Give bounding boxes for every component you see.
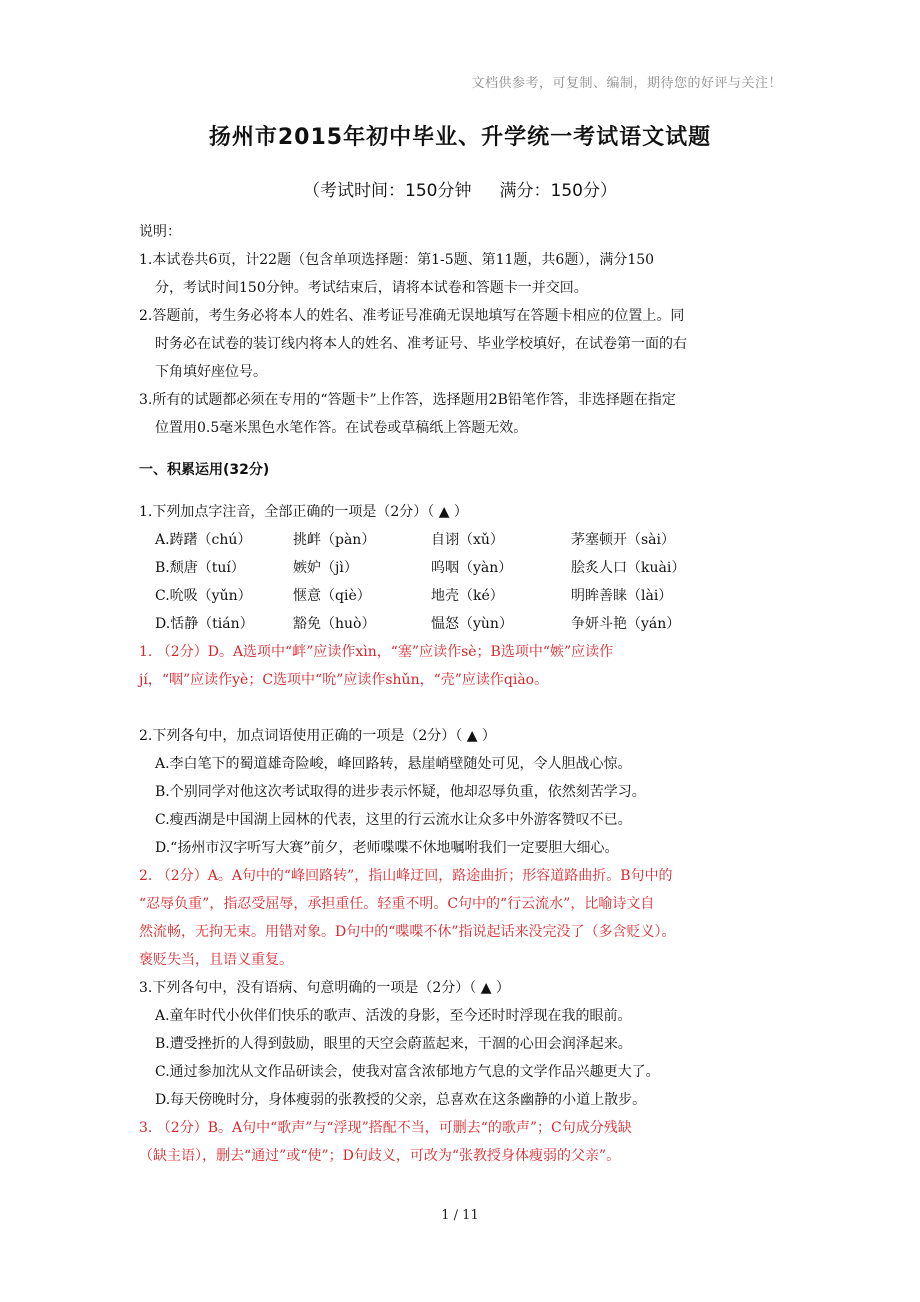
option-line: C.通过参加沈从文作品研读会，使我对富含浓郁地方气息的文学作品兴趣更大了。 [155,1064,660,1080]
option-line: A.童年时代小伙伴们快乐的歌声、活泼的身影，至今还时时浮现在我的眼前。 [155,1008,632,1024]
question-stem: 1.下列加点字注音，全部正确的一项是（2分）（ ▲ ） [139,504,468,520]
answer-line: 3. （2分）B。A句中“歌声”与“浮现”搭配不当，可删去“的歌声”；C句成分残缺 [139,1120,632,1136]
option-cell: 茅塞顿开（sài） [571,532,676,548]
option-cell: 地壳（ké） [431,588,504,604]
section-heading: 一、积累运用(32分) [139,462,270,478]
question-stem: 3.下列各句中，没有语病、句意明确的一项是（2分）（ ▲ ） [139,980,510,996]
question-stem: 2.下列各句中，加点词语使用正确的一项是（2分）（ ▲ ） [139,728,496,744]
page-number: 1 / 11 [441,1208,479,1223]
page-title: 扬州市2015年初中毕业、升学统一考试语文试题 [208,125,712,150]
answer-line: “忍辱负重”，指忍受屈辱，承担重任。轻重不明。C句中的“行云流水”，比喻诗文自 [139,896,655,912]
answer-line: 2. （2分）A。A句中的“峰回路转”，指山峰迂回，路途曲折；形容道路曲折。B句中的 [139,868,673,884]
option-cell: C.吮吸（yǔn） [155,588,252,604]
option-cell: 挑衅（pàn） [293,532,376,548]
option-row [139,526,789,554]
option-row [139,610,789,638]
answer-line: jí，“咽”应读作yè；C选项中“吮”应读作shǔn，“壳”应读作qiào。 [139,672,549,688]
option-cell: 明眸善睐（lài） [571,588,673,604]
header-note: 文档供参考，可复制、编制，期待您的好评与关注！ [471,76,782,91]
option-cell: 愠怒（yùn） [431,616,513,632]
exam-time: （考试时间：150分钟 [303,181,472,201]
option-cell: 呜咽（yàn） [431,560,513,576]
option-cell: 争妍斗艳（yán） [571,616,681,632]
answer-line: （缺主语），删去“通过”或“使”；D句歧义，可改为“张教授身体瘦弱的父亲”。 [139,1148,621,1164]
option-cell: 自诩（xǔ） [431,532,504,548]
option-line: C.瘦西湖是中国湖上园林的代表，这里的行云流水让众多中外游客赞叹不已。 [155,812,632,828]
instructions-heading: 说明： [139,224,181,240]
instruction-line: 2.答题前，考生务必将本人的姓名、准考证号准确无误地填写在答题卡相应的位置上。同 [139,308,685,324]
option-cell: A.踌躇（chú） [155,532,252,548]
instruction-line: 3.所有的试题都必须在专用的“答题卡”上作答，选择题用2B铅笔作答，非选择题在指定 [139,392,676,408]
instruction-line: 1.本试卷共6页，计22题（包含单项选择题：第1-5题、第11题，共6题），满分150 [139,252,655,268]
instruction-line: 时务必在试卷的装订线内将本人的姓名、准考证号、毕业学校填好，在试卷第一面的右 [155,336,687,352]
exam-score: 满分：150分） [499,181,617,201]
answer-line: 褒贬失当，且语义重复。 [139,952,293,968]
instruction-line: 下角填好座位号。 [155,364,267,380]
option-cell: B.颓唐（tuí） [155,560,245,576]
instruction-line: 分，考试时间150分钟。考试结束后，请将本试卷和答题卡一并交回。 [155,280,588,296]
option-line: B.个别同学对他这次考试取得的进步表示怀疑，他却忍辱负重，依然刻苦学习。 [155,784,646,800]
instruction-line: 位置用0.5毫米黑色水笔作答。在试卷或草稿纸上答题无效。 [155,420,528,436]
answer-line: 然流畅，无拘无束。用错对象。D句中的“喋喋不休”指说起话来没完没了（多含贬义）。 [139,924,676,940]
option-cell: 惬意（qiè） [293,588,371,604]
exam-subtitle [0,176,920,201]
option-cell: 嫉妒（jì） [293,560,358,576]
answer-line: 1. （2分）D。A选项中“衅”应读作xìn，“塞”应读作sè；B选项中“嫉”应读作 [139,644,614,660]
document-body [139,218,789,1170]
option-line: D.“扬州市汉字听写大赛”前夕，老师喋喋不休地嘱咐我们一定要胆大细心。 [155,840,619,856]
option-row [139,554,789,582]
option-cell: D.恬静（tián） [155,616,254,632]
option-cell: 脍炙人口（kuài） [571,560,686,576]
option-row [139,582,789,610]
option-line: B.遭受挫折的人得到鼓励，眼里的天空会蔚蓝起来，干涸的心田会润泽起来。 [155,1036,632,1052]
option-line: A.李白笔下的蜀道雄奇险峻，峰回路转，悬崖峭壁随处可见，令人胆战心惊。 [155,756,632,772]
option-line: D.每天傍晚时分，身体瘦弱的张教授的父亲，总喜欢在这条幽静的小道上散步。 [155,1092,647,1108]
option-cell: 豁免（huò） [293,616,376,632]
